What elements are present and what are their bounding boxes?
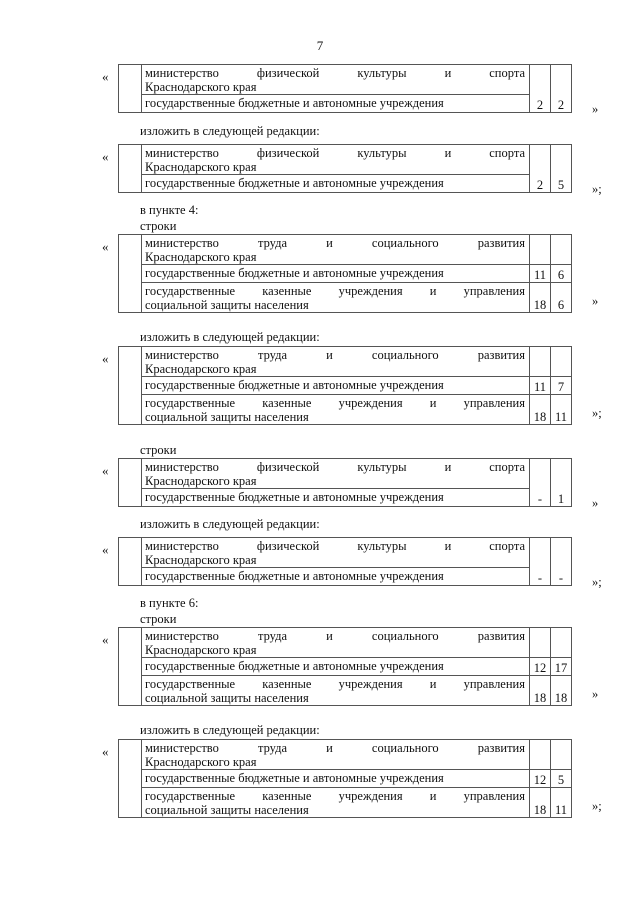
org-region: Краснодарского края: [145, 643, 257, 657]
close-quote: »: [592, 102, 599, 116]
value-cell: 2: [551, 65, 572, 113]
row-label: государственные бюджетные и автономные учреждения: [142, 377, 530, 395]
close-quote: »;: [592, 575, 602, 589]
value-cell: 7: [551, 377, 572, 395]
org-name: министерство труда и социального развития: [145, 348, 525, 362]
table-row: [119, 788, 572, 818]
org-name: министерство физической культуры и спорта: [145, 66, 525, 80]
open-quote: «: [102, 239, 109, 254]
org-region: Краснодарского края: [145, 755, 257, 769]
value-cell: 12: [530, 658, 551, 676]
close-quote: »: [592, 496, 599, 510]
row-label: государственные бюджетные и автономные учреждения: [142, 658, 530, 676]
open-quote: «: [102, 744, 109, 759]
row-label: государственные бюджетные и автономные учреждения: [142, 770, 530, 788]
value-cell: -: [530, 459, 551, 507]
close-quote: »: [592, 687, 599, 701]
open-quote: «: [102, 542, 109, 557]
row-label-cont: социальной защиты населения: [145, 691, 309, 705]
org-name: министерство физической культуры и спорта: [145, 539, 525, 553]
value-cell: 11: [530, 265, 551, 283]
table-row: [119, 459, 572, 489]
table-row: [119, 377, 572, 395]
table-row: [119, 568, 572, 586]
table-labor-old-2: [118, 627, 572, 706]
close-quote: »;: [592, 406, 602, 420]
table-row: [119, 145, 572, 175]
org-region: Краснодарского края: [145, 250, 257, 264]
table-sport-old-2: [118, 458, 572, 507]
row-label-cont: социальной защиты населения: [145, 410, 309, 424]
row-label: государственные бюджетные и автономные учреждения: [142, 265, 530, 283]
table-row: [119, 489, 572, 507]
row-label: государственные бюджетные и автономные учреждения: [142, 95, 530, 113]
table-row: [119, 283, 572, 313]
org-region: Краснодарского края: [145, 553, 257, 567]
org-region: Краснодарского края: [145, 362, 257, 376]
table-row: [119, 175, 572, 193]
table-sport-old: [118, 64, 572, 113]
org-name: министерство труда и социального развития: [145, 236, 525, 250]
value-cell: 2: [530, 65, 551, 113]
value-cell: 17: [551, 658, 572, 676]
value-cell: 12: [530, 770, 551, 788]
org-region: Краснодарского края: [145, 160, 257, 174]
value-cell: -: [551, 538, 572, 586]
value-cell: 5: [551, 145, 572, 193]
row-label: государственные бюджетные и автономные учреждения: [142, 175, 530, 193]
table-row: [119, 676, 572, 706]
value-cell: 1: [551, 459, 572, 507]
page-number: 7: [316, 38, 324, 53]
instruction-text: изложить в следующей редакции:: [140, 124, 320, 138]
value-cell: 18: [530, 676, 551, 706]
table-labor-old: [118, 234, 572, 313]
row-label-cont: социальной защиты населения: [145, 803, 309, 817]
open-quote: «: [102, 149, 109, 164]
row-label: государственные бюджетные и автономные учреждения: [142, 489, 530, 507]
value-cell: 2: [530, 145, 551, 193]
value-cell: 6: [551, 265, 572, 283]
table-row: [119, 65, 572, 95]
row-label-cont: социальной защиты населения: [145, 298, 309, 312]
instruction-text: изложить в следующей редакции:: [140, 330, 320, 344]
row-label: государственные бюджетные и автономные учреждения: [142, 568, 530, 586]
table-labor-new-2: [118, 739, 572, 818]
open-quote: «: [102, 463, 109, 478]
row-label: государственные казенные учреждения и управления: [145, 677, 525, 691]
value-cell: 11: [530, 377, 551, 395]
table-row: [119, 658, 572, 676]
value-cell: 18: [530, 395, 551, 425]
table-sport-new: [118, 144, 572, 193]
org-name: министерство труда и социального развития: [145, 741, 525, 755]
close-quote: »: [592, 294, 599, 308]
table-row: [119, 95, 572, 113]
row-label: государственные казенные учреждения и управления: [145, 789, 525, 803]
org-name: министерство труда и социального развития: [145, 629, 525, 643]
table-row: [119, 740, 572, 770]
org-name: министерство физической культуры и спорта: [145, 146, 525, 160]
table-row: [119, 628, 572, 658]
value-cell: 6: [551, 283, 572, 313]
table-row: [119, 770, 572, 788]
table-labor-new: [118, 346, 572, 425]
instruction-text: изложить в следующей редакции:: [140, 517, 320, 531]
open-quote: «: [102, 351, 109, 366]
table-row: [119, 265, 572, 283]
open-quote: «: [102, 632, 109, 647]
org-region: Краснодарского края: [145, 80, 257, 94]
row-label: государственные казенные учреждения и управления: [145, 284, 525, 298]
value-cell: -: [530, 538, 551, 586]
lines-label: строки: [140, 443, 177, 457]
point-label: в пункте 6:: [140, 596, 199, 610]
org-name: министерство физической культуры и спорта: [145, 460, 525, 474]
table-row: [119, 347, 572, 377]
value-cell: 11: [551, 395, 572, 425]
lines-label: строки: [140, 219, 177, 233]
point-label: в пункте 4:: [140, 203, 199, 217]
instruction-text: изложить в следующей редакции:: [140, 723, 320, 737]
table-row: [119, 538, 572, 568]
org-region: Краснодарского края: [145, 474, 257, 488]
value-cell: 5: [551, 770, 572, 788]
row-label: государственные казенные учреждения и управления: [145, 396, 525, 410]
close-quote: »;: [592, 799, 602, 813]
value-cell: 18: [551, 676, 572, 706]
lines-label: строки: [140, 612, 177, 626]
close-quote: »;: [592, 182, 602, 196]
table-row: [119, 235, 572, 265]
open-quote: «: [102, 69, 109, 84]
table-sport-new-2: [118, 537, 572, 586]
table-row: [119, 395, 572, 425]
value-cell: 18: [530, 283, 551, 313]
value-cell: 11: [551, 788, 572, 818]
value-cell: 18: [530, 788, 551, 818]
